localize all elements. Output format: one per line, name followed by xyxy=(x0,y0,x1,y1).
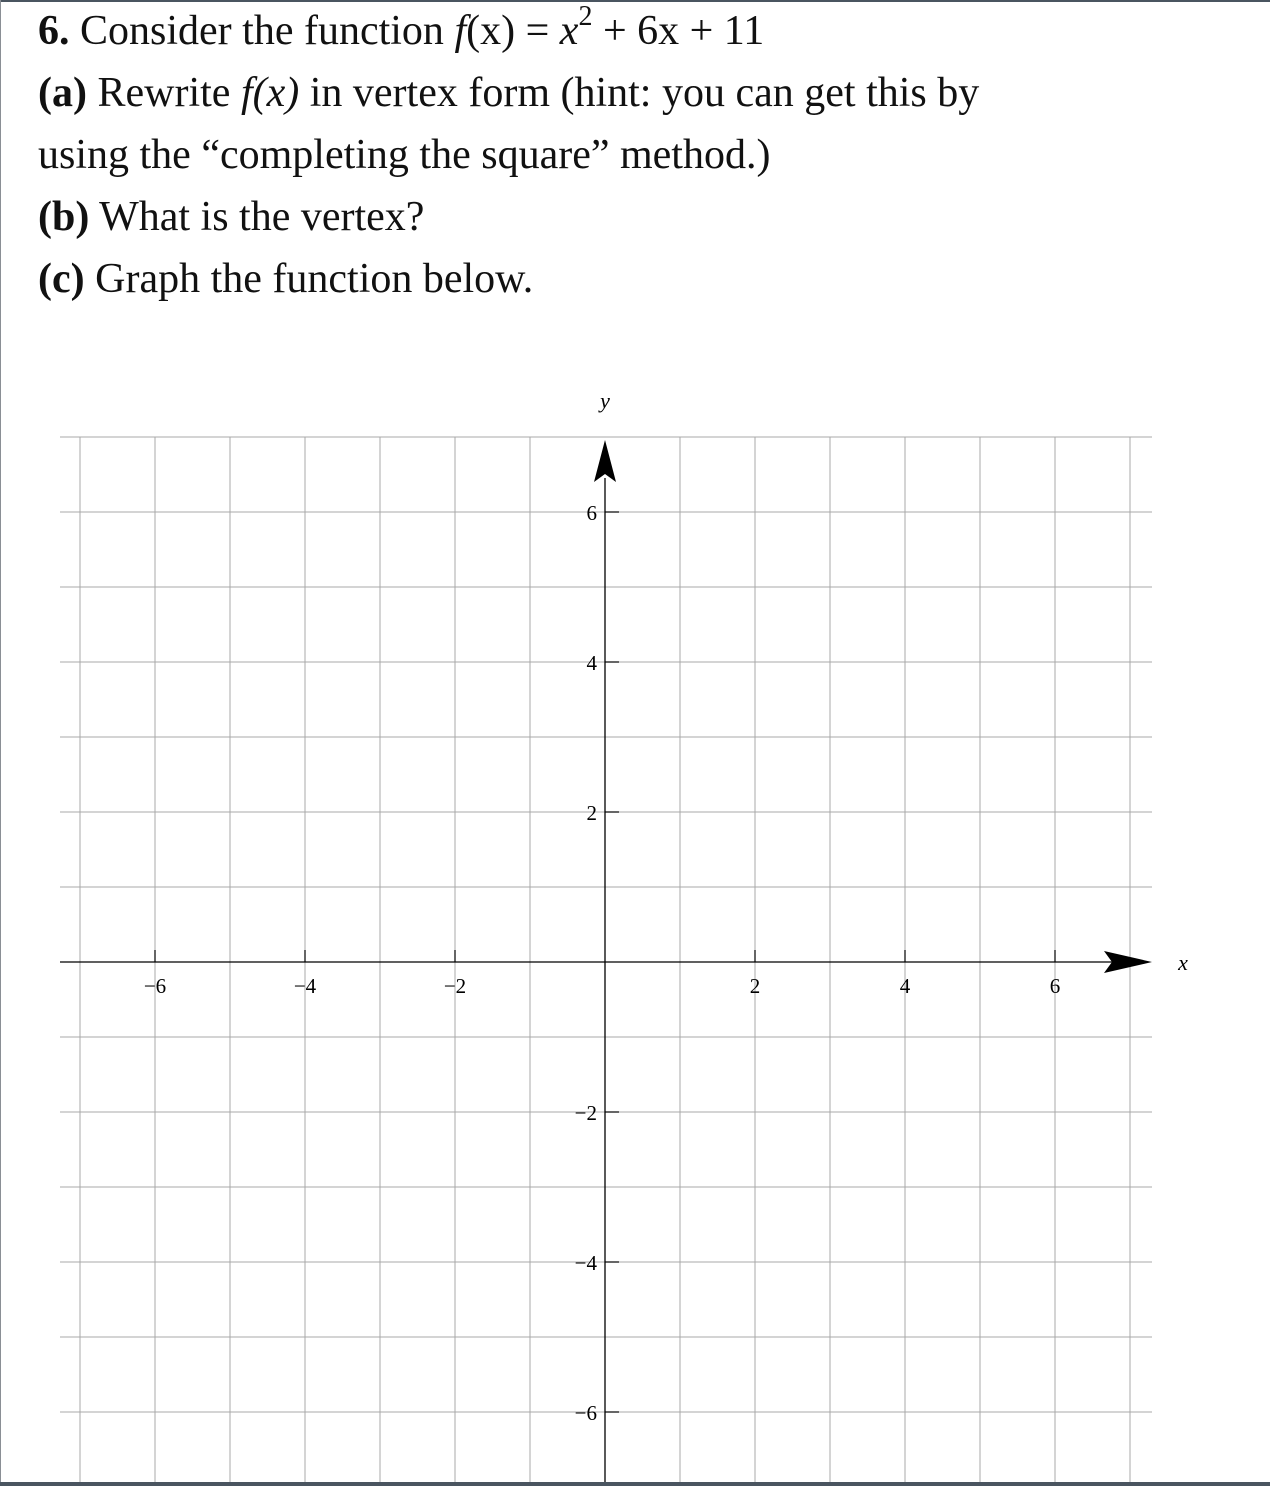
axes xyxy=(60,440,1152,1482)
y-tick-label: −2 xyxy=(574,1101,597,1125)
part-a-continuation: using the “completing the square” method.) xyxy=(38,132,771,178)
x-axis-label: x xyxy=(1178,950,1188,975)
function-name: f xyxy=(454,8,467,54)
function-expr-rest: + 6x + 11 xyxy=(592,8,765,54)
problem-intro: Consider the function xyxy=(80,8,444,54)
grid-lines xyxy=(60,437,1152,1482)
x-tick-label: 4 xyxy=(899,974,911,998)
x-tick-label: 2 xyxy=(749,974,761,998)
y-tick-label: 4 xyxy=(586,651,597,675)
tick-labels xyxy=(144,388,1188,1425)
part-c-text: Graph the function below. xyxy=(95,256,534,302)
part-b-text: What is the vertex? xyxy=(99,194,425,240)
part-a-text-2: in vertex form (hint: you can get this by xyxy=(309,70,980,116)
part-a-fx: f(x) xyxy=(240,70,300,116)
part-b-label: (b) xyxy=(38,194,90,240)
x-tick-label: 6 xyxy=(1049,974,1061,998)
part-a-label: (a) xyxy=(38,70,87,116)
y-tick-label: 6 xyxy=(586,501,597,525)
y-axis-arrow xyxy=(594,440,616,482)
x-tick-label: −6 xyxy=(143,974,167,998)
y-tick-label: 2 xyxy=(586,801,597,825)
function-variable: (x) xyxy=(466,8,516,54)
x-tick-label: −2 xyxy=(443,974,467,998)
bottom-border xyxy=(0,1482,1270,1486)
problem-number: 6. xyxy=(38,8,70,54)
function-expr-x: x xyxy=(559,8,579,54)
x-tick-label: −4 xyxy=(293,974,317,998)
y-tick-label: −6 xyxy=(574,1401,597,1425)
y-axis-label: y xyxy=(600,388,610,413)
part-c-label: (c) xyxy=(38,256,85,302)
y-tick-label: −4 xyxy=(574,1251,597,1275)
part-a-text-1: Rewrite xyxy=(97,70,231,116)
function-exponent: 2 xyxy=(578,1,593,32)
function-equals: = xyxy=(515,8,560,54)
